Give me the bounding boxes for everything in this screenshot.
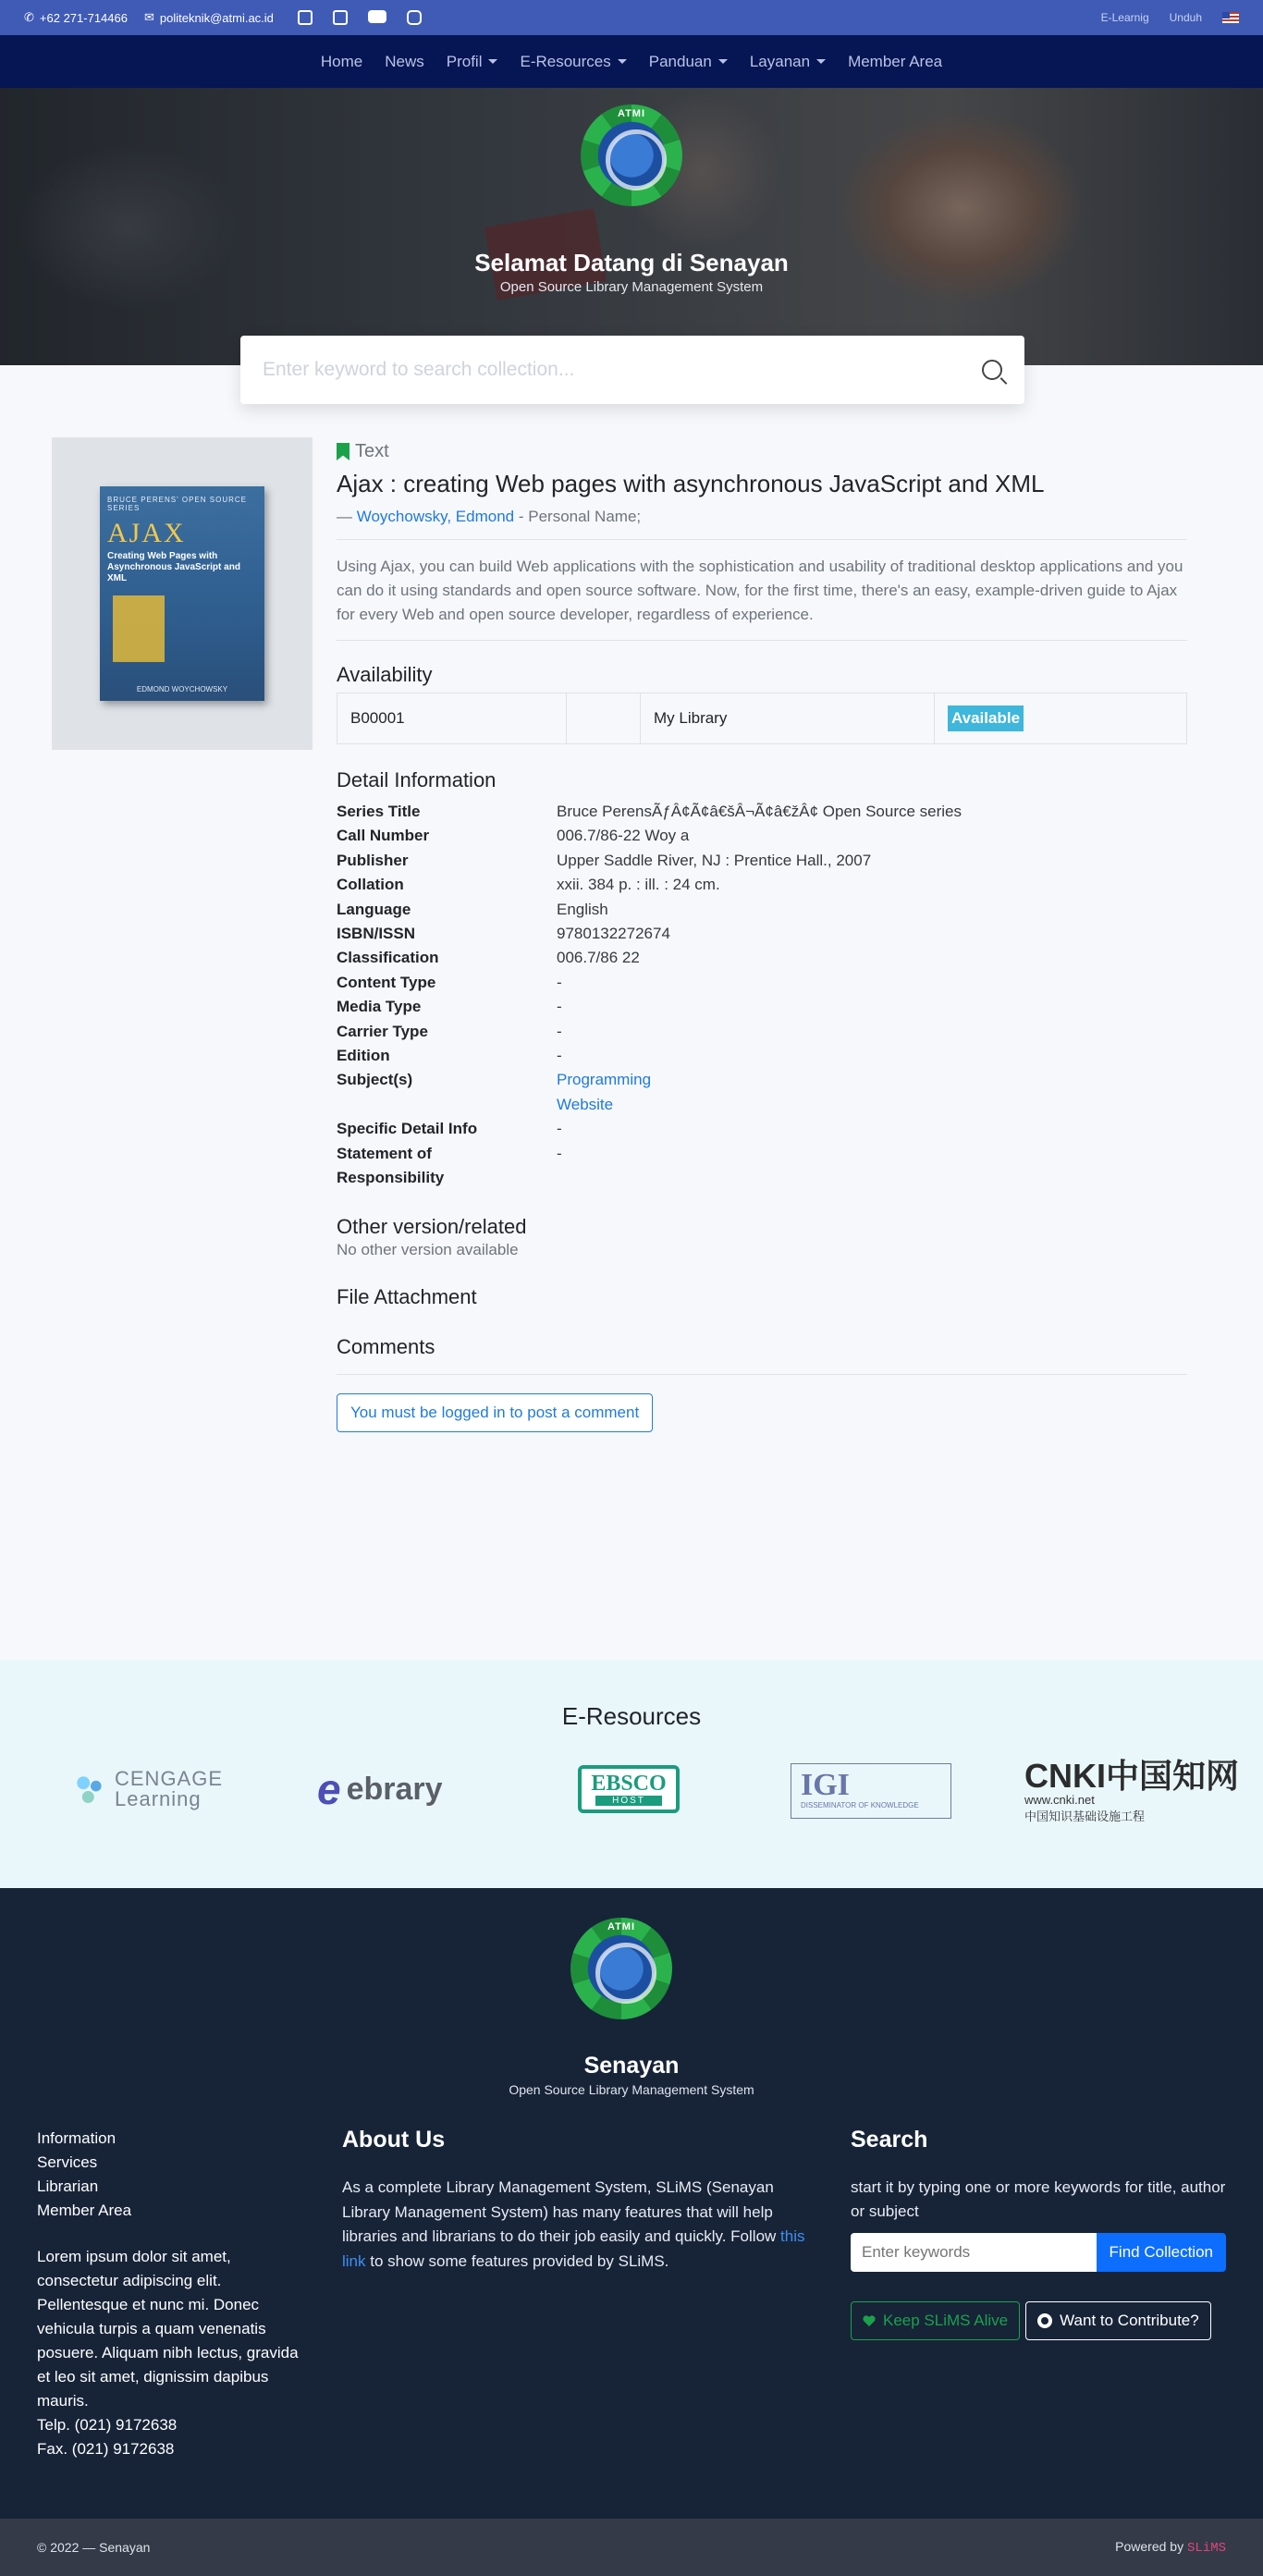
detail-label: Call Number [337,827,430,845]
eresources-section [0,1660,1263,1888]
detail-row-isbn [337,922,1187,946]
detail-value: English [557,900,608,918]
ebsco-text: EBSCO [591,1771,667,1796]
nav-label: E-Resources [520,52,611,70]
cnki-text: CNKI中国知网 [1024,1757,1239,1795]
nav-profil[interactable] [447,53,498,71]
email-text: politeknik@atmi.ac.id [159,10,274,25]
atmi-logo[interactable] [581,104,682,206]
hero-title: Selamat Datang di Senayan [474,249,789,276]
book-cover-image[interactable] [100,486,264,701]
detail-value: 9780132272674 [557,925,670,943]
availability-heading: Availability [337,663,433,686]
detail-row-publisher [337,849,1187,873]
detail-label: Carrier Type [337,1022,428,1040]
button-label: Keep SLiMS Alive [883,2312,1009,2329]
hero-subtitle: Open Source Library Management System [499,279,764,295]
detail-label: Statement of Responsibility [337,1144,445,1187]
detail-label: Classification [337,949,439,967]
nav-home[interactable] [321,53,362,71]
detail-row-statement [337,1142,1187,1191]
twitter-icon[interactable] [333,10,348,25]
availability-table [337,693,1187,744]
detail-row-edition [337,1044,1187,1068]
nav-news[interactable] [385,53,424,71]
divider [337,640,1187,641]
nav-layanan[interactable] [750,53,826,71]
detail-heading: Detail Information [337,768,497,791]
host-text: HOST [595,1796,662,1806]
status-badge: Available [948,705,1024,731]
detail-value: Upper Saddle River, NJ : Prentice Hall., 2007 [557,851,872,869]
record-description: Using Ajax, you can build Web applications with the sophistication and usability of traditional desktop applications and you can do it using standards and open source software. Now, for the first time, there's an easy, example-driven guide to Ajax for every Web and open source developer, regardless of experience. [337,558,1183,623]
record-author [337,508,1187,526]
author-dash: — [337,508,352,525]
caret-down-icon [718,59,728,64]
caret-down-icon [488,59,497,64]
other-version-heading: Other version/related [337,1214,527,1238]
login-to-comment-button[interactable]: You must be logged in to post a comment [337,1393,653,1432]
keep-slims-alive-button[interactable] [851,2301,1020,2340]
comments-heading: Comments [337,1334,435,1358]
detail-row-series-title [337,800,1187,824]
bookmark-icon [337,443,349,460]
phone-contact[interactable] [24,10,128,25]
subject-link[interactable]: Website [557,1095,614,1113]
eresources-heading: E-Resources [561,1702,702,1730]
cover-card [52,437,313,750]
footer-search-form [851,2233,1226,2272]
find-collection-button[interactable]: Find Collection [1097,2233,1226,2272]
about-text-part: As a complete Library Management System, SLiMS (Senayan Library Management System) has many features that will help libraries and librarians to do their job easily and quickly. Follow [342,2178,781,2245]
detail-value: - [557,973,562,991]
detail-row-specific-info [337,1117,1187,1141]
file-attachment-heading: File Attachment [337,1284,477,1308]
contribute-button[interactable] [1025,2301,1211,2340]
detail-label: Publisher [337,851,409,869]
cover-series: BRUCE PERENS' OPEN SOURCE SERIES [107,496,247,512]
footer-telp: Telp. (021) 9172638 [37,2416,178,2434]
facebook-icon[interactable] [298,10,313,25]
footer-subtitle: Open Source Library Management System [509,2082,754,2097]
detail-row-content-type [337,971,1187,995]
caret-down-icon [618,59,627,64]
detail-value: - [557,998,562,1016]
nav-member-area[interactable] [848,53,942,71]
detail-label: Series Title [337,803,421,820]
nav-eresources[interactable] [520,53,626,71]
item-code-cell: B00001 [337,693,567,743]
nav-label: Layanan [749,52,811,70]
youtube-icon[interactable] [368,10,386,23]
learning-word: Learning [115,1787,202,1810]
phone-icon: ✆ [24,10,34,24]
record-type-label: Text [355,441,389,461]
footer-search-text: start it by typing one or more keywords for title, author or subject [851,2178,1226,2220]
download-link[interactable]: Unduh [1169,11,1202,24]
divider [337,1374,1187,1375]
ebsco-logo[interactable] [578,1765,680,1813]
logo-text: ATMI [607,1921,636,1932]
cover-author: EDMOND WOYCHOWSKY [136,685,228,693]
call-number-cell [567,693,641,743]
detail-value: 006.7/86-22 Woy a [557,827,690,845]
footer-link-member-area[interactable]: Member Area [37,2202,132,2219]
site-footer [0,1888,1263,2519]
ebrary-logo[interactable] [317,1765,443,1813]
us-flag-icon[interactable] [1222,12,1239,23]
nav-label: Home [320,52,363,70]
nav-label: Panduan [648,52,712,70]
main-navbar [0,35,1263,88]
footer-search-column [851,2127,1226,2340]
elearning-link[interactable]: E-Learnig [1100,11,1149,24]
detail-row-subjects [337,1068,1187,1117]
cover-title: AJAX [107,518,186,548]
detail-label: Edition [337,1047,390,1065]
detail-row-media-type [337,995,1187,1019]
instagram-icon[interactable] [407,10,422,25]
detail-label: Content Type [337,973,436,991]
cnki-url: www.cnki.net [1024,1793,1095,1807]
nav-label: Member Area [848,52,943,70]
logo-text: ATMI [617,108,646,119]
powered-label: Powered by [1115,2539,1184,2554]
caret-down-icon [816,59,826,64]
footer-link-information[interactable]: Information [37,2129,116,2147]
detail-value: - [557,1120,562,1138]
record-detail [0,365,1263,1660]
phone-text: +62 271-714466 [39,10,128,25]
footer-about-column [342,2127,814,2274]
detail-value: 006.7/86 22 [557,949,640,967]
nav-panduan[interactable] [649,53,728,71]
cover-building-illustration [113,595,165,662]
github-icon [1037,2313,1052,2328]
detail-label: Specific Detail Info [337,1120,478,1138]
hero-banner [0,88,1263,365]
igi-tagline: DISSEMINATOR OF KNOWLEDGE [801,1801,919,1809]
detail-label: Media Type [337,998,422,1016]
detail-value: xxii. 384 p. : ill. : 24 cm. [557,876,720,894]
about-text [342,2176,814,2274]
detail-label: ISBN/ISSN [337,925,416,943]
footer-site-name: Senayan [583,2053,680,2079]
about-features-link[interactable]: this link [342,2227,805,2270]
other-version-text: No other version available [337,1240,519,1258]
footer-lorem-text: Lorem ipsum dolor sit amet, consectetur adipiscing elit. Pellentesque et nunc mi. Donec vehicula turpis a quam venenatis posuere. Aliquam nibh lectus, gravida et leo sit amet, dignissim dapibus mauris. [37,2248,299,2410]
detail-value: Bruce PerensÃƒÂ¢Ã¢â€šÂ¬Ã¢â€žÂ¢ Open Source series [557,803,963,820]
detail-table [337,800,1187,1191]
detail-row-call-number [337,824,1187,848]
cnki-tagline: 中国知识基础设施工程 [1024,1809,1146,1823]
nav-label: News [385,52,424,70]
ebrary-text: ebrary [346,1771,443,1807]
subject-list [557,1068,651,1117]
detail-row-carrier-type [337,1020,1187,1044]
slims-link[interactable]: SLiMS [1186,2541,1226,2556]
detail-label: Language [337,900,411,918]
detail-row-classification [337,946,1187,970]
author-role: - Personal Name; [518,508,642,525]
subject-link[interactable]: Programming [557,1071,652,1089]
detail-value: - [557,1144,562,1162]
footer-links-column [37,2127,314,2461]
footer-fax: Fax. (021) 9172638 [37,2440,175,2458]
status-cell [935,693,1186,743]
bottom-bar [0,2519,1263,2576]
author-link[interactable]: Woychowsky, Edmond [356,508,515,525]
record-type [337,441,1187,462]
igi-text: IGI [801,1768,850,1802]
ebrary-e-mark: e [317,1765,341,1813]
record-title: Ajax : creating Web pages with asynchronous JavaScript and XML [337,470,1045,497]
cengage-logo[interactable] [74,1769,223,1809]
location-cell: My Library [641,693,935,743]
detail-label: Collation [337,876,404,894]
nav-label: Profil [446,52,483,70]
copyright-text: © 2022 — Senayan [37,2540,151,2555]
cover-subtitle: Creating Web Pages with Asynchronous JavaScript and XML [107,551,240,583]
footer-link-services[interactable]: Services [37,2153,98,2171]
detail-label: Subject(s) [337,1071,413,1089]
about-text-part: to show some features provided by SLiMS. [365,2251,669,2270]
cnki-logo[interactable] [1024,1757,1239,1824]
footer-search-heading: Search [851,2127,928,2153]
footer-search-input[interactable] [851,2233,1097,2272]
record-info [337,437,1187,1432]
button-label: Want to Contribute? [1060,2312,1199,2329]
cengage-dots-icon [74,1773,105,1805]
envelope-icon: ✉ [143,10,154,24]
footer-link-librarian[interactable]: Librarian [37,2177,99,2195]
topbar [0,0,1263,35]
heart-icon [863,2315,876,2326]
detail-row-collation [337,873,1187,897]
powered-by [1115,2539,1226,2556]
igi-global-logo[interactable] [791,1763,951,1819]
divider [337,539,1187,540]
cengage-text [115,1769,223,1809]
detail-value: - [557,1022,562,1040]
detail-row-language [337,898,1187,922]
email-contact[interactable] [144,10,274,25]
footer-atmi-logo[interactable] [570,1918,672,2019]
cengage-word: CENGAGE [115,1767,224,1790]
detail-value: - [557,1047,562,1065]
about-heading: About Us [342,2127,446,2153]
